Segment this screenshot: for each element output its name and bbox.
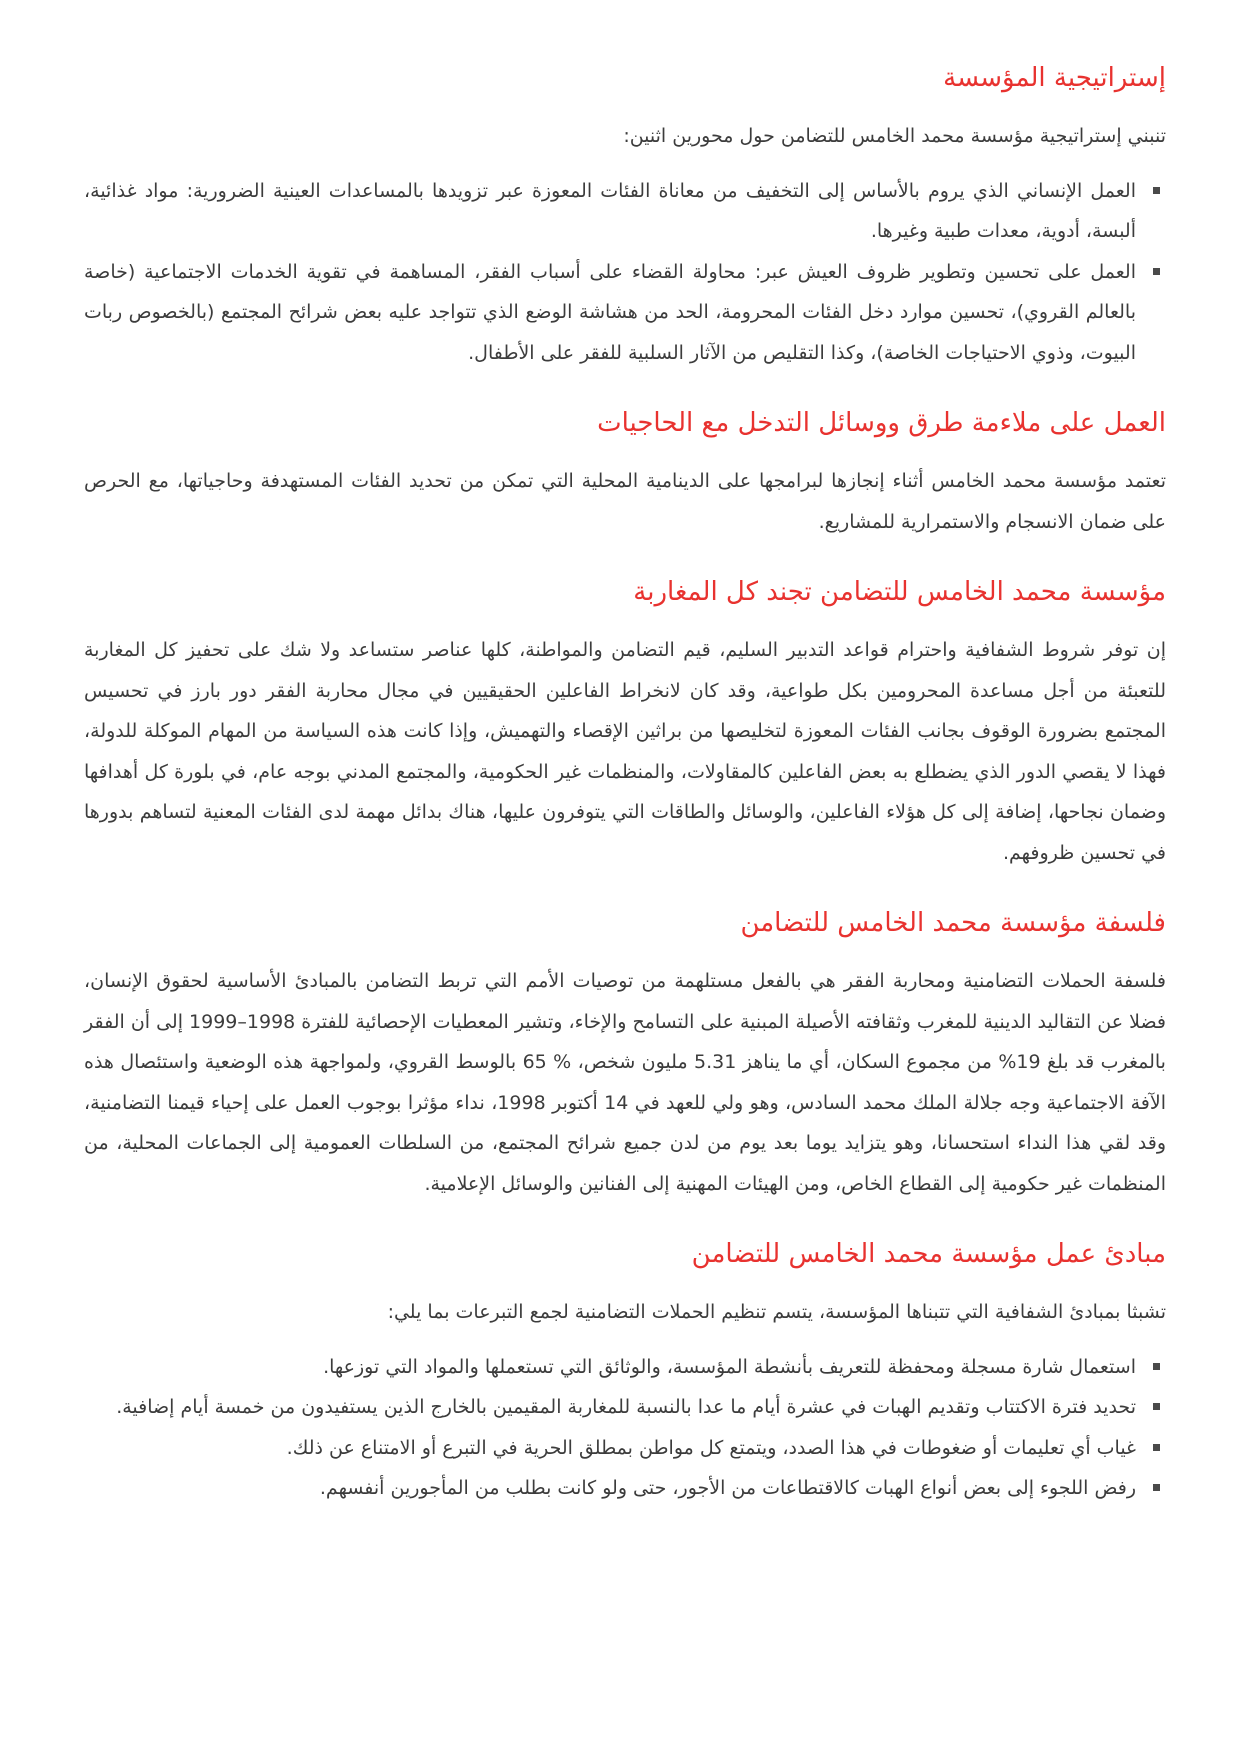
section-philosophy	[84, 903, 1166, 1204]
section-body: إن توفر شروط الشفافية واحترام قواعد التدبير السليم، قيم التضامن والمواطنة، كلها عناصر ستساعد ولا شك على تحفيز كل المغاربة للتعبئة من أجل مساعدة المحرومين بكل طواعية، وقد كان لانخراط الفاعلين الحقيقيين في مجال محاربة الفقر دور بارز في تحسيس المجتمع بضرورة الوقوف بجانب الفئات المعوزة لتخليصها من براثين الإقصاء والتهميش، وإذا كانت هذه السياسة من المهام الموكلة للدولة، فهذا لا يقصي الدور الذي يضطلع به بعض الفاعلين كالمقاولات، والمنظمات غير الحكومية، والمجتمع المدني بوجه عام، في بلورة كل أهدافها وضمان نجاحها، إضافة إلى كل هؤلاء الفاعلين، والوسائل والطاقات التي يتوفرون عليها، هناك بدائل مهمة لدى الفئات المعنية لتساهم بدورها في تحسين ظروفهم.	[84, 639, 1166, 864]
section-heading: إستراتيجية المؤسسة	[943, 63, 1166, 93]
section-adaptation	[84, 403, 1166, 542]
section-heading: مبادئ عمل مؤسسة محمد الخامس للتضامن	[691, 1239, 1166, 1269]
list-item-text: رفض اللجوء إلى بعض أنواع الهبات كالاقتطاعات من الأجور، حتى ولو كانت بطلب من المأجورين أنفسهم.	[319, 1477, 1136, 1499]
section-mobilization	[84, 572, 1166, 873]
section-heading: فلسفة مؤسسة محمد الخامس للتضامن	[740, 908, 1166, 938]
square-bullet-icon	[1153, 268, 1160, 275]
bullet-list	[84, 1347, 1166, 1509]
section-intro: تشبثا بمبادئ الشفافية التي تتبناها المؤسسة، يتسم تنظيم الحملات التضامنية لجمع التبرعات بما يلي:	[387, 1301, 1166, 1323]
list-item-text: تحديد فترة الاكتتاب وتقديم الهبات في عشرة أيام ما عدا بالنسبة للمغاربة المقيمين بالخارج الذين يستفيدون من خمسة أيام إضافية.	[116, 1396, 1136, 1418]
section-heading: مؤسسة محمد الخامس للتضامن تجند كل المغاربة	[633, 577, 1166, 607]
square-bullet-icon	[1153, 1484, 1160, 1491]
list-item	[84, 1428, 1166, 1469]
section-principles	[84, 1234, 1166, 1509]
square-bullet-icon	[1153, 1444, 1160, 1451]
square-bullet-icon	[1153, 187, 1160, 194]
section-strategy	[84, 58, 1166, 373]
list-item	[84, 171, 1166, 252]
list-item	[84, 1347, 1166, 1388]
square-bullet-icon	[1153, 1363, 1160, 1370]
list-item-text: العمل على تحسين وتطوير ظروف العيش عبر: محاولة القضاء على أسباب الفقر، المساهمة في تقوية الخدمات الاجتماعية (خاصة بالعالم القروي)، تحسين موارد دخل الفئات المحرومة، الحد من هشاشة الوضع الذي تتواجد عليه بعض شرائح المجتمع (بالخصوص ربات البيوت، وذوي الاحتياجات الخاصة)، وكذا التقليص من الآثار السلبية للفقر على الأطفال.	[84, 260, 1136, 364]
square-bullet-icon	[1153, 1403, 1160, 1410]
section-body: فلسفة الحملات التضامنية ومحاربة الفقر هي بالفعل مستلهمة من توصيات الأمم التي تربط التضامن بالمبادئ الأساسية لحقوق الإنسان، فضلا عن التقاليد الدينية للمغرب وثقافته الأصيلة المبنية على التسامح والإخاء، وتشير المعطيات الإحصائية للفترة 1998–1999 إلى أن الفقر بالمغرب قد بلغ 19% من مجموع السكان، أي ما يناهز 5.31 مليون شخص، % 65 بالوسط القروي، ولمواجهة هذه الوضعية واستئصال هذه الآفة الاجتماعية وجه جلالة الملك محمد السادس، وهو ولي للعهد في 14 أكتوبر 1998، نداء مؤثرا بوجوب العمل على إحياء قيمنا التضامنية، وقد لقي هذا النداء استحسانا، وهو يتزايد يوما بعد يوم من لدن جميع شرائح المجتمع، من السلطات العمومية إلى الجماعات المحلية، من المنظمات غير حكومية إلى القطاع الخاص، ومن الهيئات المهنية إلى الفنانين والوسائل الإعلامية.	[84, 970, 1166, 1195]
list-item-text: العمل الإنساني الذي يروم بالأساس إلى التخفيف من معاناة الفئات المعوزة عبر تزويدها بالمساعدات العينية الضرورية: مواد غذائية، ألبسة، أدوية، معدات طبية وغيرها.	[84, 179, 1136, 242]
section-heading: العمل على ملاءمة طرق ووسائل التدخل مع الحاجيات	[597, 408, 1166, 438]
list-item	[84, 1387, 1166, 1428]
section-intro: تنبني إستراتيجية مؤسسة محمد الخامس للتضامن حول محورين اثنين:	[623, 125, 1166, 147]
bullet-list	[84, 171, 1166, 374]
list-item-text: استعمال شارة مسجلة ومحفظة للتعريف بأنشطة المؤسسة، والوثائق التي تستعملها والمواد التي توزعها.	[323, 1355, 1136, 1378]
list-item	[84, 1468, 1166, 1509]
list-item	[84, 252, 1166, 374]
list-item-text: غياب أي تعليمات أو ضغوطات في هذا الصدد، ويتمتع كل مواطن بمطلق الحرية في التبرع أو الامتناع عن ذلك.	[286, 1436, 1136, 1459]
section-body: تعتمد مؤسسة محمد الخامس أثناء إنجازها لبرامجها على الدينامية المحلية التي تمكن من تحديد الفئات المستهدفة وحاجياتها، مع الحرص على ضمان الانسجام والاستمرارية للمشاريع.	[84, 470, 1166, 533]
